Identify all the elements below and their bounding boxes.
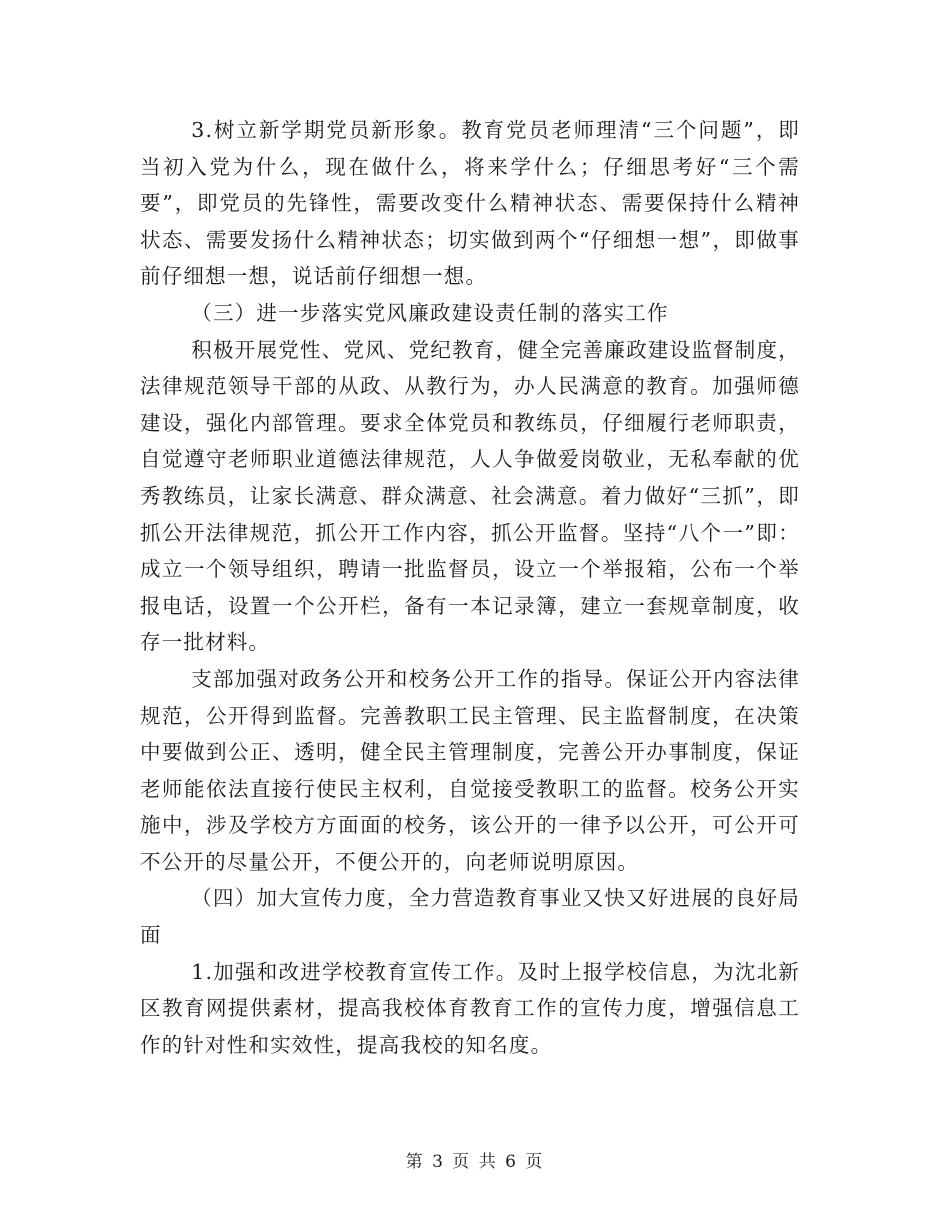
document-body: [140, 112, 800, 1063]
page-number-footer: 第 3 页 共 6 页: [405, 1152, 545, 1172]
section-heading-four: （四）加大宣传力度，全力营造教育事业又快又好进展的良好局面: [140, 886, 800, 948]
paragraph-publicity-work: 1.加强和改进学校教育宣传工作。及时上报学校信息，为沈北新区教育网提供素材，提高我校体育教育工作的宣传力度，增强信息工作的针对性和实效性，提高我校的知名度。: [140, 959, 800, 1057]
paragraph-integrity-education: 积极开展党性、党风、党纪教育，健全完善廉政建设监督制度，法律规范领导干部的从政、从教行为，办人民满意的教育。加强师德建设，强化内部管理。要求全体党员和教练员，仔细履行老师职责，自觉遵守老师职业道德法律规范，人人争做爱岗敬业，无私奉献的优秀教练员，让家长满意、群众满意、社会满意。着力做好“三抓”，即抓公开法律规范，抓公开工作内容，抓公开监督。坚持“八个一”即：成立一个领导组织，聘请一批监督员，设立一个举报箱，公布一个举报电话，设置一个公开栏，备有一本记录簿，建立一套规章制度，收存一批材料。: [140, 337, 800, 655]
paragraph-affairs-disclosure: 支部加强对政务公开和校务公开工作的指导。保证公开内容法律规范，公开得到监督。完善教职工民主管理、民主监督制度，在决策中要做到公正、透明，健全民主管理制度，完善公开办事制度，保证老师能依法直接行使民主权利，自觉接受教职工的监督。校务公开实施中，涉及学校方方面面的校务，该公开的一律予以公开，可公开可不公开的尽量公开，不便公开的，向老师说明原因。: [140, 666, 800, 874]
section-heading-three: （三）进一步落实党风廉政建设责任制的落实工作: [191, 300, 669, 325]
paragraph-party-image: 3.树立新学期党员新形象。教育党员老师理清“三个问题”，即当初入党为什么，现在做什么，将来学什么；仔细思考好“三个需要”，即党员的先锋性，需要改变什么精神状态、需要保持什么精神状态、需要发扬什么精神状态；切实做到两个“仔细想一想”，即做事前仔细想一想，说话前仔细想一想。: [140, 118, 800, 289]
